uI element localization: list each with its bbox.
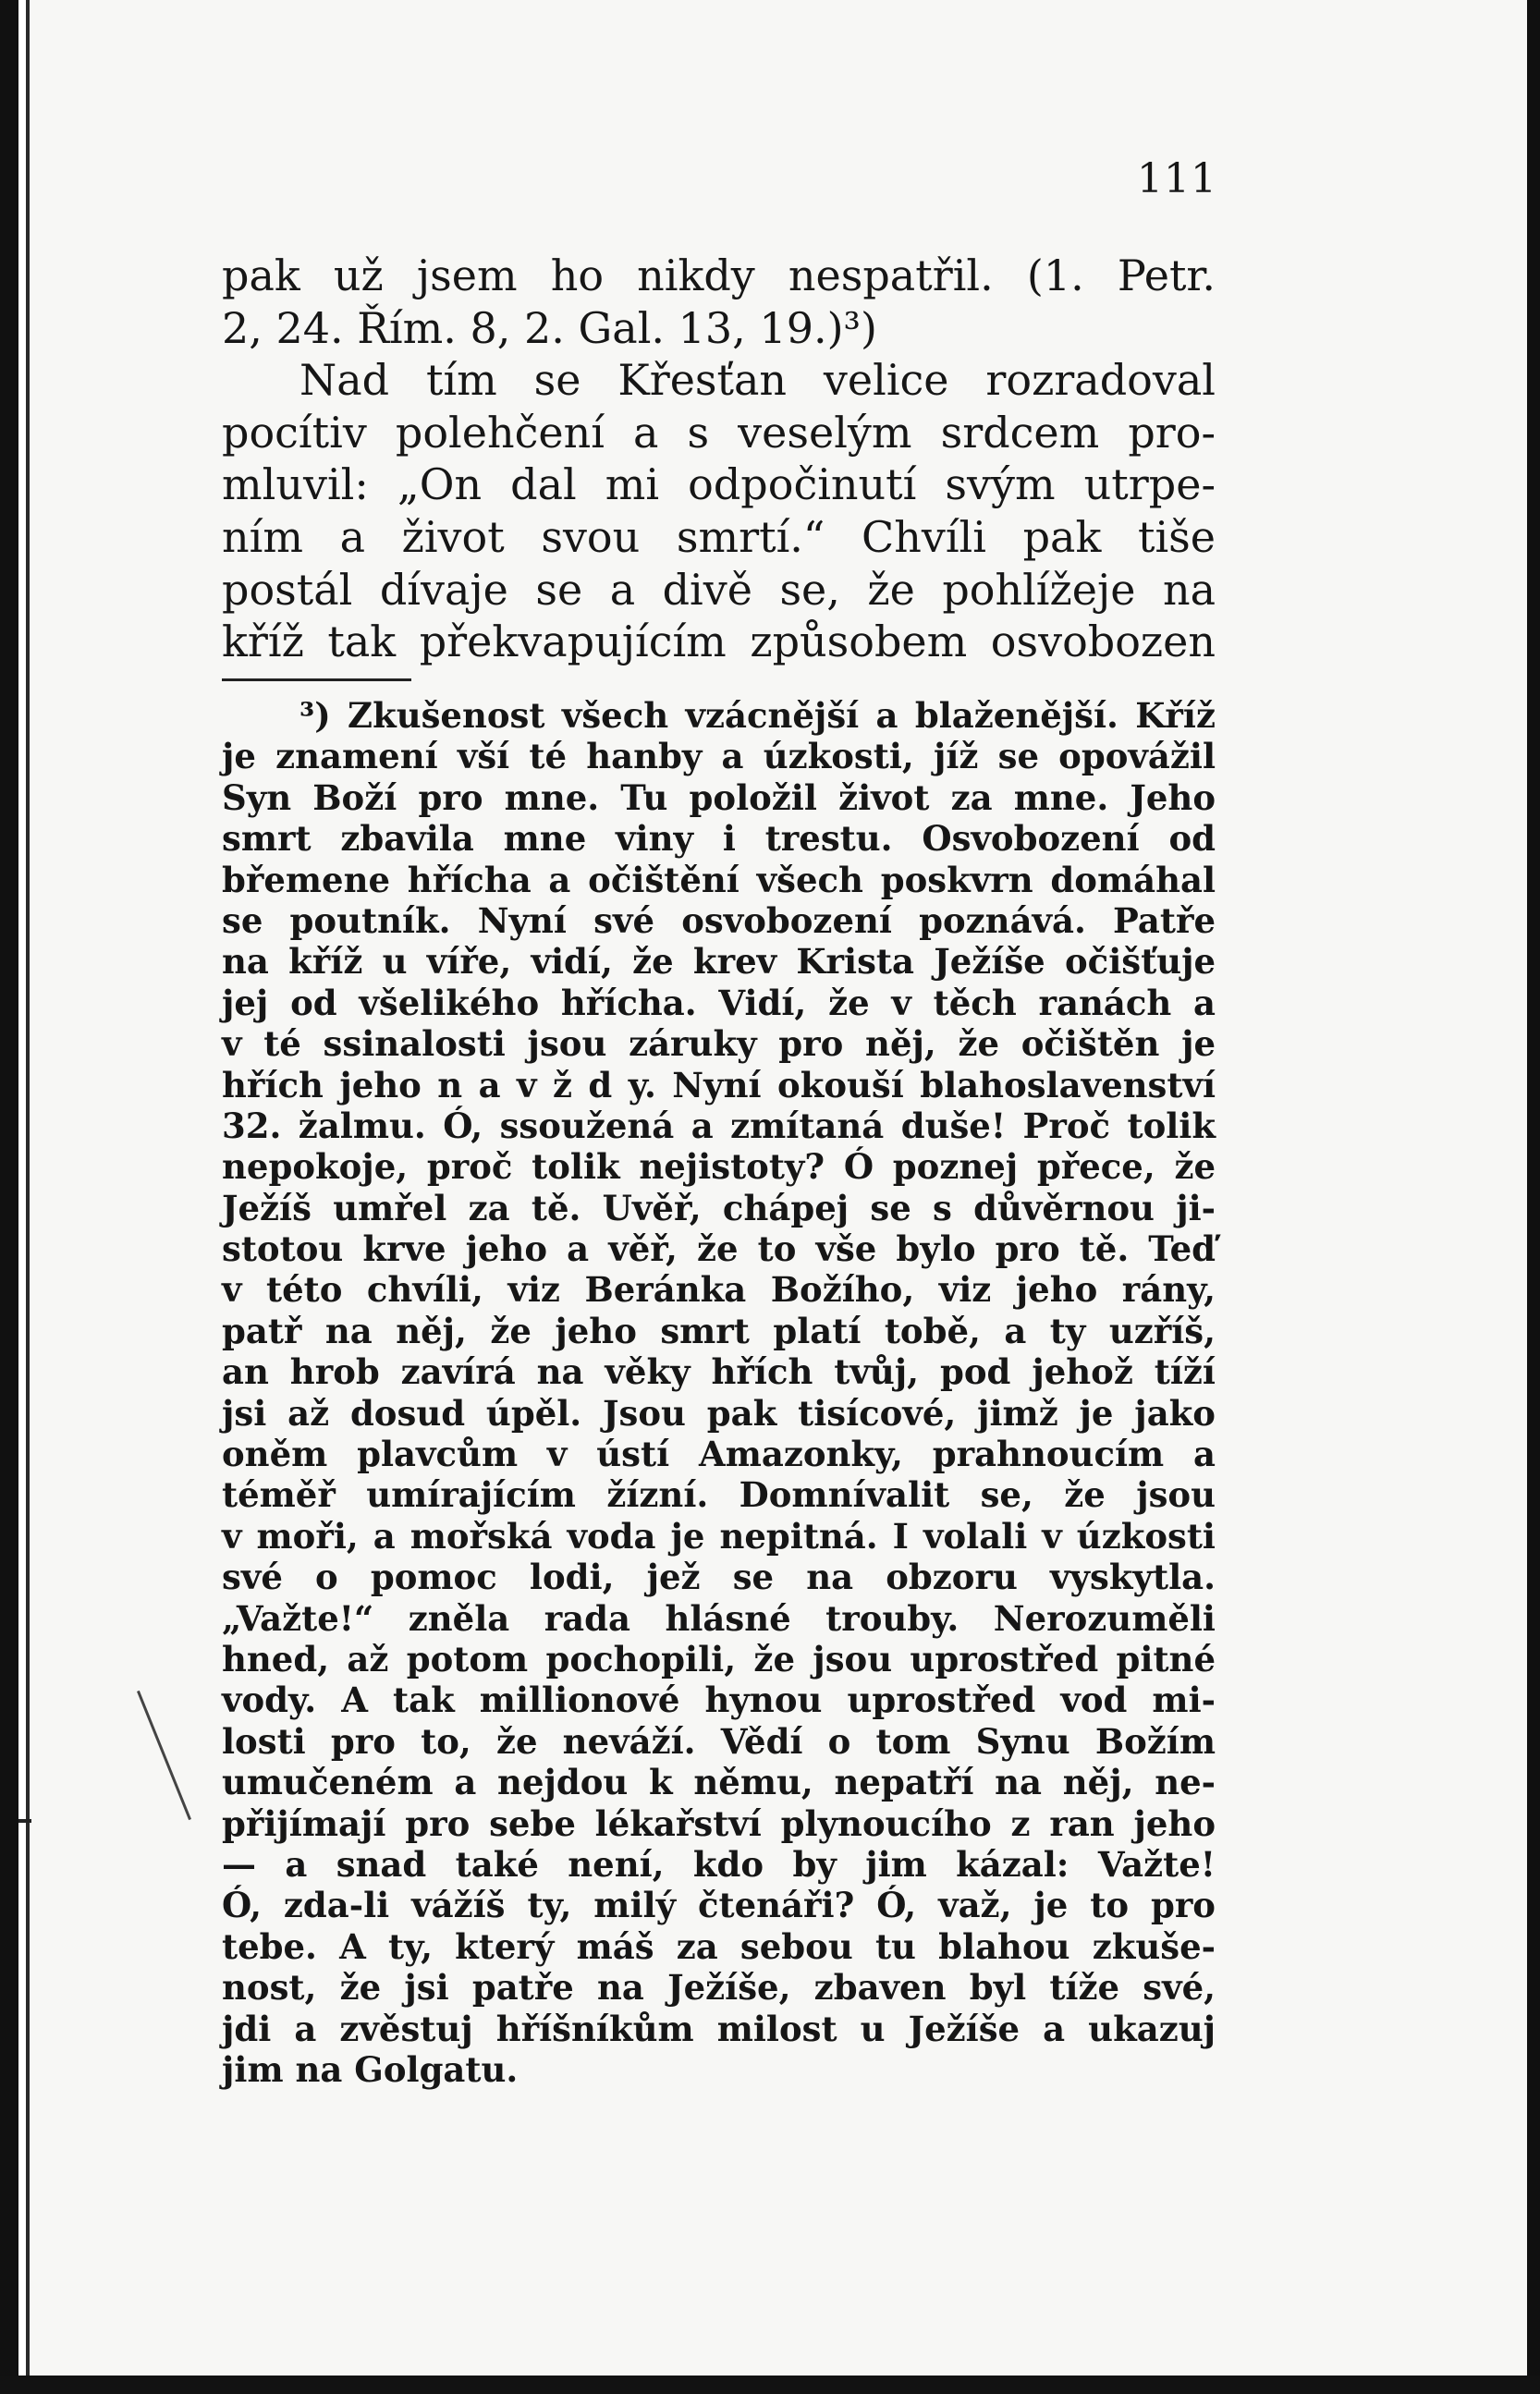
page-number: 111 xyxy=(1137,155,1217,202)
footnote-line: je znamení vší té hanby a úzkosti, jíž se opovážil xyxy=(222,736,1216,777)
footnote-block xyxy=(222,695,1216,2090)
margin-tick-mark xyxy=(18,1819,31,1823)
footnote-line: v té ssinalosti jsou záruky pro něj, že očištěn je xyxy=(222,1023,1216,1065)
footnote-line: své o pomoc lodi, jež se na obzoru vyskytla. xyxy=(222,1557,1216,1598)
footnote-line: v moři, a mořská voda je nepitná. I volali v úzkosti xyxy=(222,1515,1216,1557)
footnote-line: Syn Boží pro mne. Tu položil život za mne. Jeho xyxy=(222,776,1216,818)
footnote-line: losti pro to, že neváží. Vědí o tom Synu Božím xyxy=(222,1720,1216,1762)
footnote-line: nost, že jsi patře na Ježíše, zbaven byl tíže své, xyxy=(222,1967,1216,2009)
footnote-line: téměř umírajícím žízní. Domnívalit se, že jsou xyxy=(222,1474,1216,1516)
footnote-line: ³) Zkušenost všech vzácnější a blaženější. Kříž xyxy=(299,695,1216,736)
main-text-line: pak už jsem ho nikdy nespatřil. (1. Petr. xyxy=(222,250,1216,300)
page-left-scan-edge xyxy=(0,0,18,2394)
page-bottom-scan-edge xyxy=(0,2376,1540,2394)
footnote-line: umučeném a nejdou k němu, nepatří na něj, ne- xyxy=(222,1762,1216,1803)
footnote-line: smrt zbavila mne viny i trestu. Osvobození od xyxy=(222,818,1216,860)
footnote-line: jsi až dosud úpěl. Jsou pak tisícové, jimž je jako xyxy=(222,1392,1216,1434)
main-text-line: mluvil: „On dal mi odpočinutí svým utrpe- xyxy=(222,459,1216,510)
footnote-line: Ježíš umřel za tě. Uvěř, chápej se s důvěrnou ji- xyxy=(222,1187,1216,1228)
footnote-line: „Važte!“ zněla rada hlásné trouby. Nerozuměli xyxy=(222,1597,1216,1639)
footnote-line: stotou krve jeho a věř, že to vše bylo pro tě. Teď xyxy=(222,1228,1216,1270)
footnote-line: v této chvíli, viz Beránka Božího, viz jeho rány, xyxy=(222,1269,1216,1311)
main-text-line: Nad tím se Křesťan velice rozradoval xyxy=(299,355,1216,406)
main-text-line: postál dívaje se a divě se, že pohlížeje na xyxy=(222,564,1216,615)
footnote-line: jim na Golgatu. xyxy=(222,2048,519,2090)
footnote-line: břemene hřícha a očištění všech poskvrn domáhal xyxy=(222,859,1216,900)
page-right-scan-edge xyxy=(1527,0,1540,2394)
footnote-line: na kříž u víře, vidí, že krev Krista Ježíše očišťuje xyxy=(222,941,1216,983)
footnote-line: nepokoje, proč tolik nejistoty? Ó poznej přece, že xyxy=(222,1146,1216,1188)
footnote-line: jdi a zvěstuj hříšníkům milost u Ježíše a ukazuj xyxy=(222,2008,1216,2049)
footnote-line: — a snad také není, kdo by jim kázal: Važte! xyxy=(222,1843,1216,1885)
footnote-line: vody. A tak millionové hynou uprostřed vod mi- xyxy=(222,1679,1216,1721)
page-left-scan-gap xyxy=(18,0,26,2394)
footnote-line: hned, až potom pochopili, že jsou uprostřed pitné xyxy=(222,1638,1216,1679)
main-text-line: pocítiv polehčení a s veselým srdcem pro- xyxy=(222,407,1216,458)
main-text-line: ním a život svou smrtí.“ Chvíli pak tiše xyxy=(222,511,1216,562)
footnote-line: oněm plavcům v ústí Amazonky, prahnoucím a xyxy=(222,1434,1216,1475)
footnote-line: 32. žalmu. Ó, ssoužená a zmítaná duše! Proč tolik xyxy=(222,1105,1216,1146)
stray-pencil-mark xyxy=(137,1691,191,1820)
footnote-line: hřích jeho n a v ž d y. Nyní okouší blahoslavenství xyxy=(222,1064,1216,1105)
main-text-block xyxy=(222,250,1216,668)
footnote-line: se poutník. Nyní své osvobození poznává. Patře xyxy=(222,899,1216,941)
footnote-line: přijímají pro sebe lékařství plynoucího z ran jeho xyxy=(222,1802,1216,1844)
footnote-line: an hrob zavírá na věky hřích tvůj, pod jehož tíží xyxy=(222,1351,1216,1393)
footnote-line: jej od všelikého hřícha. Vidí, že v těch ranách a xyxy=(222,982,1216,1023)
main-text-line: kříž tak překvapujícím způsobem osvobozen xyxy=(222,617,1216,667)
footnote-line: tebe. A ty, který máš za sebou tu blahou zkuše- xyxy=(222,1925,1216,1967)
page-left-scan-line xyxy=(26,0,30,2394)
footnote-line: patř na něj, že jeho smrt platí tobě, a ty uzříš, xyxy=(222,1310,1216,1351)
footnote-line: Ó, zda-li vážíš ty, milý čtenáři? Ó, važ, je to pro xyxy=(222,1885,1216,1926)
main-text-line: 2, 24. Řím. 8, 2. Gal. 13, 19.)³) xyxy=(222,302,877,353)
footnote-divider xyxy=(222,678,411,681)
